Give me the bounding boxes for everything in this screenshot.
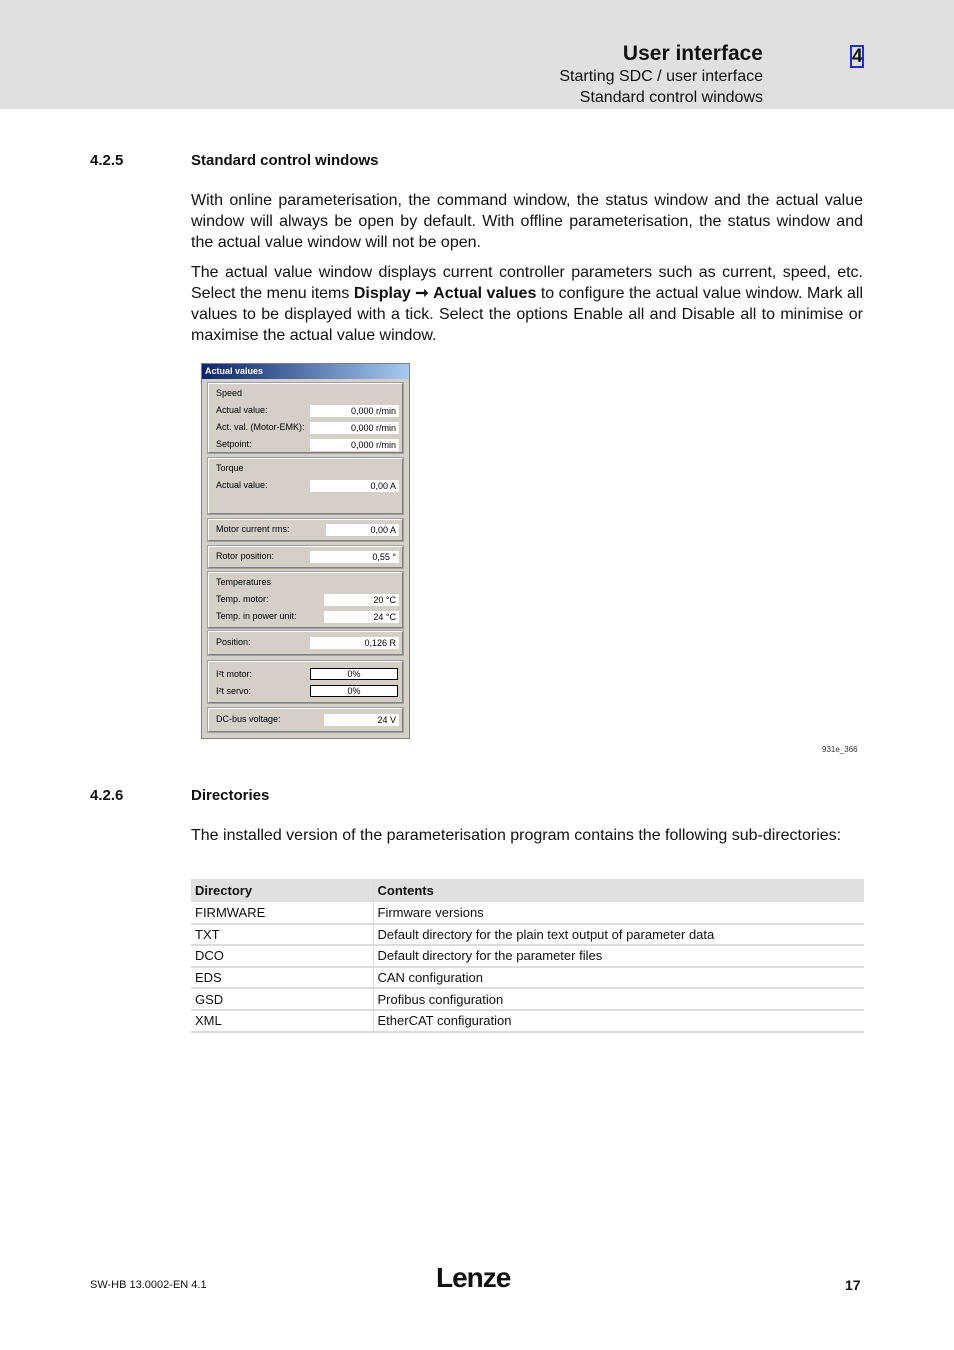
table-row: XML EtherCAT configuration [191,1010,864,1032]
temp-motor-field: 20 °C [324,594,399,606]
section-title: Standard control windows [191,152,379,169]
temperatures-group: Temperatures Temp. motor: 20 °C Temp. in power unit: 24 °C [208,572,403,628]
rotor-position-group: Rotor position: 0,55 ° [208,546,403,568]
dc-bus-field: 24 V [324,714,399,726]
table-row: DCO Default directory for the parameter files [191,945,864,967]
speed-setpoint-field: 0,000 r/min [310,439,399,451]
motor-current-field: 0,00 A [326,524,399,536]
section-title: Directories [191,787,270,804]
table-row: GSD Profibus configuration [191,988,864,1010]
torque-actual-field: 0,00 A [310,480,399,492]
dc-bus-group: DC-bus voltage: 24 V [208,708,403,732]
i2t-motor-bar: 0% [310,668,398,680]
motor-current-group: Motor current rms: 0,00 A [208,519,403,541]
table-row: EDS CAN configuration [191,967,864,989]
position-field: 0,126 R [310,637,399,649]
breadcrumb-1: Starting SDC / user interface [559,68,763,85]
directories-table: Directory Contents FIRMWARE Firmware versions TXT Default directory for the plain text output of parameter data DCO Default directory for the parameter files EDS CAN configuration GSD Profibus configuration XML EtherCAT configuration [191,879,864,1033]
speed-emk-field: 0,000 r/min [310,422,399,434]
arrow-icon: ➞ [415,285,429,302]
table-row: TXT Default directory for the plain text output of parameter data [191,924,864,946]
menu-path-display: Display [353,285,411,302]
paragraph: The installed version of the parameterisation program contains the following sub-directories: [191,827,842,844]
torque-group: Torque Actual value: 0,00 A [208,458,403,514]
lenze-logo: Lenze [436,1262,511,1293]
rotor-position-field: 0,55 ° [310,551,399,563]
section-number: 4.2.6 [90,787,124,804]
chapter-number[interactable]: 4 [852,46,863,67]
position-group: Position: 0,126 R [208,631,403,655]
section-number: 4.2.5 [90,152,124,169]
window-title: Actual values [202,364,409,379]
i2t-servo-bar: 0% [310,685,398,697]
speed-actual-field: 0,000 r/min [310,405,399,417]
page-header [0,0,954,109]
table-row: FIRMWARE Firmware versions [191,902,864,924]
temp-power-field: 24 °C [324,611,399,623]
i2t-group: I²t motor: 0% I²t servo: 0% [208,661,403,703]
paragraph: The actual value window displays current controller parameters such as current, speed, etc. Select the menu items Display ➞ Actual values to configure the actual value window. Mark all values to be displayed with a tick. Select the options Enable all and Disable all to minimise or maximise the actual value window. [191,264,863,344]
page-number: 17 [845,1277,861,1293]
menu-path-actual-values: Actual values [433,285,537,302]
paragraph: With online parameterisation, the command window, the status window and the actual value window will always be open by default. With offline parameterisation, the status window and the actual value window will not be open. [191,192,863,251]
speed-group: Speed Actual value: 0,000 r/min Act. val. (Motor-EMK): 0,000 r/min Setpoint: 0,000 r/min [208,383,403,453]
actual-values-window [201,363,410,739]
breadcrumb-2: Standard control windows [579,89,763,106]
chapter-title: User interface [622,42,763,65]
doc-id: SW-HB 13.0002-EN 4.1 [90,1279,207,1291]
figure-id: 931e_366 [822,745,858,754]
